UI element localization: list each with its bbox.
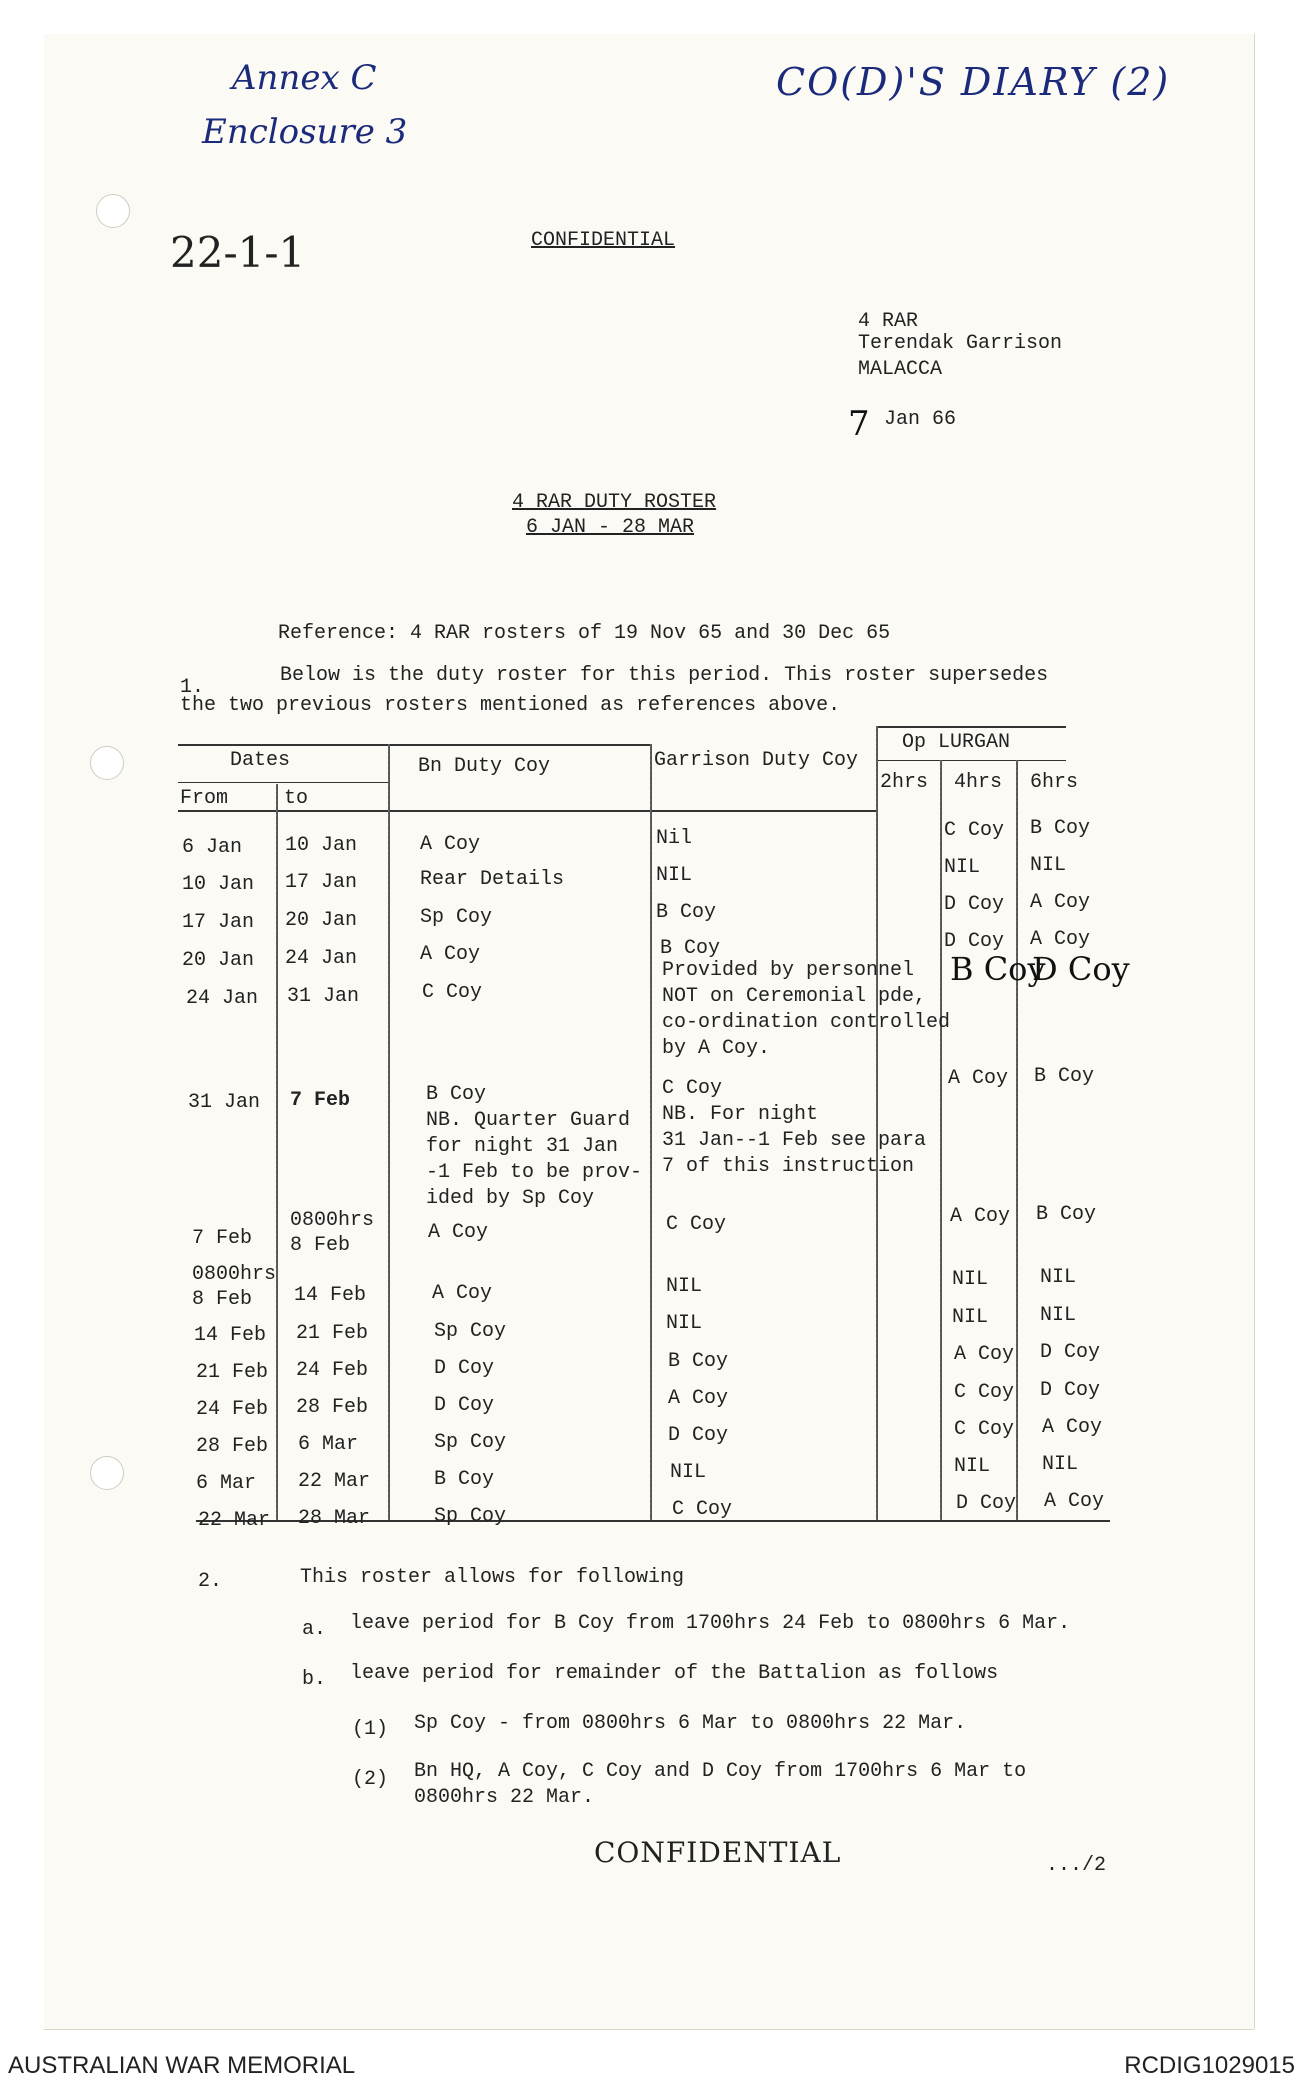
row-garrison: NB. For night [662, 1103, 819, 1126]
reference-line: Reference: 4 RAR rosters of 19 Nov 65 and 30 Dec 65 [278, 622, 891, 645]
para2a-text: leave period for B Coy from 1700hrs 24 Feb to 0800hrs 6 Mar. [350, 1612, 1071, 1635]
header-bn-duty: Bn Duty Coy [418, 755, 551, 778]
header-6hrs: 6hrs [1030, 771, 1079, 794]
date-day-handwriting: 7 [848, 404, 870, 444]
row-garrison: 7 of this instruction [662, 1155, 915, 1178]
row-from: 7 Feb [192, 1227, 253, 1250]
row-4hrs: NIL [944, 856, 981, 879]
row-from: 14 Feb [194, 1324, 267, 1347]
item1-label: (1) [352, 1718, 389, 1741]
item1-text: Sp Coy - from 0800hrs 6 Mar to 0800hrs 22 Mar. [414, 1712, 967, 1735]
row-garrison: NIL [670, 1461, 707, 1484]
row-from: 17 Jan [182, 911, 255, 934]
row-to: 24 Jan [285, 947, 358, 970]
roster-period: 6 JAN - 28 MAR [526, 516, 695, 539]
row-garrison: C Coy [666, 1213, 727, 1236]
row-6hrs: B Coy [1030, 817, 1091, 840]
row-garrison: Provided by personnel [662, 959, 915, 982]
row-bn-duty: A Coy [420, 833, 481, 856]
row-from: 6 Jan [182, 836, 243, 859]
row-bn-duty: Sp Coy [420, 906, 493, 929]
location-name: Terendak Garrison [858, 332, 1063, 355]
para2a-label: a. [302, 1618, 327, 1641]
row-from: 21 Feb [196, 1361, 269, 1384]
row-from: 24 Jan [186, 987, 259, 1010]
row-bn-duty: A Coy [428, 1221, 489, 1244]
row-6hrs: A Coy [1042, 1416, 1103, 1439]
row-bn-duty: Rear Details [420, 868, 565, 891]
punch-hole [90, 746, 124, 780]
row-to: 28 Feb [296, 1396, 369, 1419]
row-garrison: NIL [666, 1312, 703, 1335]
row-from: 22 Mar [198, 1509, 271, 1532]
row-garrison: D Coy [668, 1424, 729, 1447]
col-divider [940, 760, 942, 1520]
row-4hrs: D Coy [956, 1492, 1017, 1515]
document-date: Jan 66 [884, 408, 957, 431]
row-to: 21 Feb [296, 1322, 369, 1345]
row-bn-duty: C Coy [422, 981, 483, 1004]
row-bn-duty: D Coy [434, 1394, 495, 1417]
row-4hrs: C Coy [944, 819, 1005, 842]
row-garrison: NIL [666, 1275, 703, 1298]
row-4hrs: C Coy [954, 1381, 1015, 1404]
row-bn-duty: D Coy [434, 1357, 495, 1380]
row-4hrs: A Coy [948, 1067, 1009, 1090]
row-garrison: B Coy [660, 937, 721, 960]
para2-intro: This roster allows for following [300, 1566, 685, 1589]
row-to: 6 Mar [298, 1433, 359, 1456]
confidential-handwriting: CONFIDENTIAL [594, 1836, 842, 1869]
header-4hrs: 4hrs [954, 771, 1003, 794]
row-from: 6 Mar [196, 1472, 257, 1495]
row-4hrs: NIL [954, 1455, 991, 1478]
para1-line2: the two previous rosters mentioned as references above. [180, 694, 841, 717]
row-garrison: C Coy [672, 1498, 733, 1521]
col-divider [650, 744, 652, 1520]
row-4hrs: A Coy [954, 1343, 1015, 1366]
punch-hole [90, 1456, 124, 1490]
row-garrison: A Coy [668, 1387, 729, 1410]
footer-catalog-id: RCDIG1029015 [1124, 2052, 1295, 2079]
row-garrison: NOT on Ceremonial pde, [662, 985, 927, 1008]
row-to: 10 Jan [285, 834, 358, 857]
op-subheader-rule [876, 760, 1066, 761]
para1-number: 1. [180, 676, 205, 699]
row-bn-duty: A Coy [420, 943, 481, 966]
row-4hrs: NIL [952, 1306, 989, 1329]
row-from: 20 Jan [182, 949, 255, 972]
ref-number-handwriting: 22-1-1 [170, 228, 306, 277]
row-6hrs: A Coy [1044, 1490, 1105, 1513]
row-6hrs: NIL [1030, 854, 1067, 877]
row-6hrs: NIL [1040, 1266, 1077, 1289]
row-bn-duty: -1 Feb to be prov- [426, 1161, 643, 1184]
item2-label: (2) [352, 1768, 389, 1791]
row-garrison: by A Coy. [662, 1037, 771, 1060]
row-6hrs: B Coy [1034, 1065, 1095, 1088]
row-garrison: C Coy [662, 1077, 723, 1100]
row-bn-duty: ided by Sp Coy [426, 1187, 595, 1210]
header-2hrs: 2hrs [880, 771, 929, 794]
col-divider [1016, 760, 1018, 1520]
row-bn-duty: Sp Coy [434, 1320, 507, 1343]
item2-line2: 0800hrs 22 Mar. [414, 1786, 595, 1809]
enclosure-handwriting: Enclosure 3 [202, 112, 408, 152]
row-bn-duty: B Coy [434, 1468, 495, 1491]
item2-line1: Bn HQ, A Coy, C Coy and D Coy from 1700hrs 6 Mar to [414, 1760, 1027, 1783]
row-garrison: co-ordination controlled [662, 1011, 951, 1034]
header-dates: Dates [230, 749, 291, 772]
row-6hrs: A Coy [1030, 891, 1091, 914]
row-garrison: Nil [656, 827, 693, 850]
row-4hrs: A Coy [950, 1205, 1011, 1228]
row-from: 28 Feb [196, 1435, 269, 1458]
next-page-marker: .../2 [1046, 1854, 1107, 1877]
dates-subheader-rule [178, 782, 388, 783]
para2b-label: b. [302, 1668, 327, 1691]
row-bn-duty: B Coy [426, 1083, 487, 1106]
row-to: 14 Feb [294, 1284, 367, 1307]
row-to: 0800hrs 8 Feb [290, 1209, 375, 1257]
row-4hrs: D Coy [944, 893, 1005, 916]
row-4hrs: NIL [952, 1268, 989, 1291]
para2b-text: leave period for remainder of the Battalion as follows [350, 1662, 999, 1685]
header-bottom-rule [178, 810, 876, 812]
row-6hrs: NIL [1042, 1453, 1079, 1476]
header-op-lurgan: Op LURGAN [902, 731, 1011, 754]
row-to: 7 Feb [290, 1089, 351, 1112]
header-to: to [284, 787, 309, 810]
row-6hrs: D Coy [1040, 1341, 1101, 1364]
row-bn-duty: NB. Quarter Guard [426, 1109, 631, 1132]
header-garrison: Garrison Duty Coy [654, 749, 859, 772]
row-to: 31 Jan [287, 985, 360, 1008]
row-6hrs: D Coy [1040, 1379, 1101, 1402]
para2-number: 2. [198, 1570, 223, 1593]
row-to: 20 Jan [285, 909, 358, 932]
row-4hrs: D Coy [944, 930, 1005, 953]
row-garrison: B Coy [668, 1350, 729, 1373]
row-4hrs: C Coy [954, 1418, 1015, 1441]
row-6hrs: NIL [1040, 1304, 1077, 1327]
row-4hrs-handwriting: B Coy [950, 950, 1046, 988]
footer-source: AUSTRALIAN WAR MEMORIAL [8, 2052, 356, 2079]
col-divider [388, 744, 390, 1520]
row-bn-duty: Sp Coy [434, 1505, 507, 1528]
row-to: 17 Jan [285, 871, 358, 894]
row-from: 10 Jan [182, 873, 255, 896]
row-6hrs: A Coy [1030, 928, 1091, 951]
punch-hole [96, 194, 130, 228]
classification-heading: CONFIDENTIAL [531, 229, 676, 252]
col-divider [876, 726, 878, 1520]
row-bn-duty: A Coy [432, 1282, 493, 1305]
table-top-rule [178, 744, 650, 746]
row-from: 24 Feb [196, 1398, 269, 1421]
row-bn-duty: for night 31 Jan [426, 1135, 619, 1158]
row-from: 0800hrs 8 Feb [192, 1263, 277, 1311]
unit-name: 4 RAR [858, 310, 919, 333]
row-to: 22 Mar [298, 1470, 371, 1493]
op-lurgan-rule [876, 726, 1066, 728]
row-6hrs: B Coy [1036, 1203, 1097, 1226]
header-from: From [180, 787, 229, 810]
diary-handwriting: CO(D)'S DIARY (2) [776, 60, 1171, 104]
row-to: 28 Mar [298, 1507, 371, 1530]
para1-line1: Below is the duty roster for this period. This roster supersedes [280, 664, 1049, 687]
row-6hrs-handwriting: D Coy [1032, 950, 1130, 988]
row-garrison: 31 Jan--1 Feb see para [662, 1129, 927, 1152]
row-bn-duty: Sp Coy [434, 1431, 507, 1454]
row-garrison: B Coy [656, 901, 717, 924]
col-divider [276, 784, 278, 1520]
state-name: MALACCA [858, 358, 943, 381]
row-from: 31 Jan [188, 1091, 261, 1114]
annex-handwriting: Annex C [232, 58, 377, 98]
row-to: 24 Feb [296, 1359, 369, 1382]
row-garrison: NIL [656, 864, 693, 887]
roster-title: 4 RAR DUTY ROSTER [512, 491, 717, 514]
